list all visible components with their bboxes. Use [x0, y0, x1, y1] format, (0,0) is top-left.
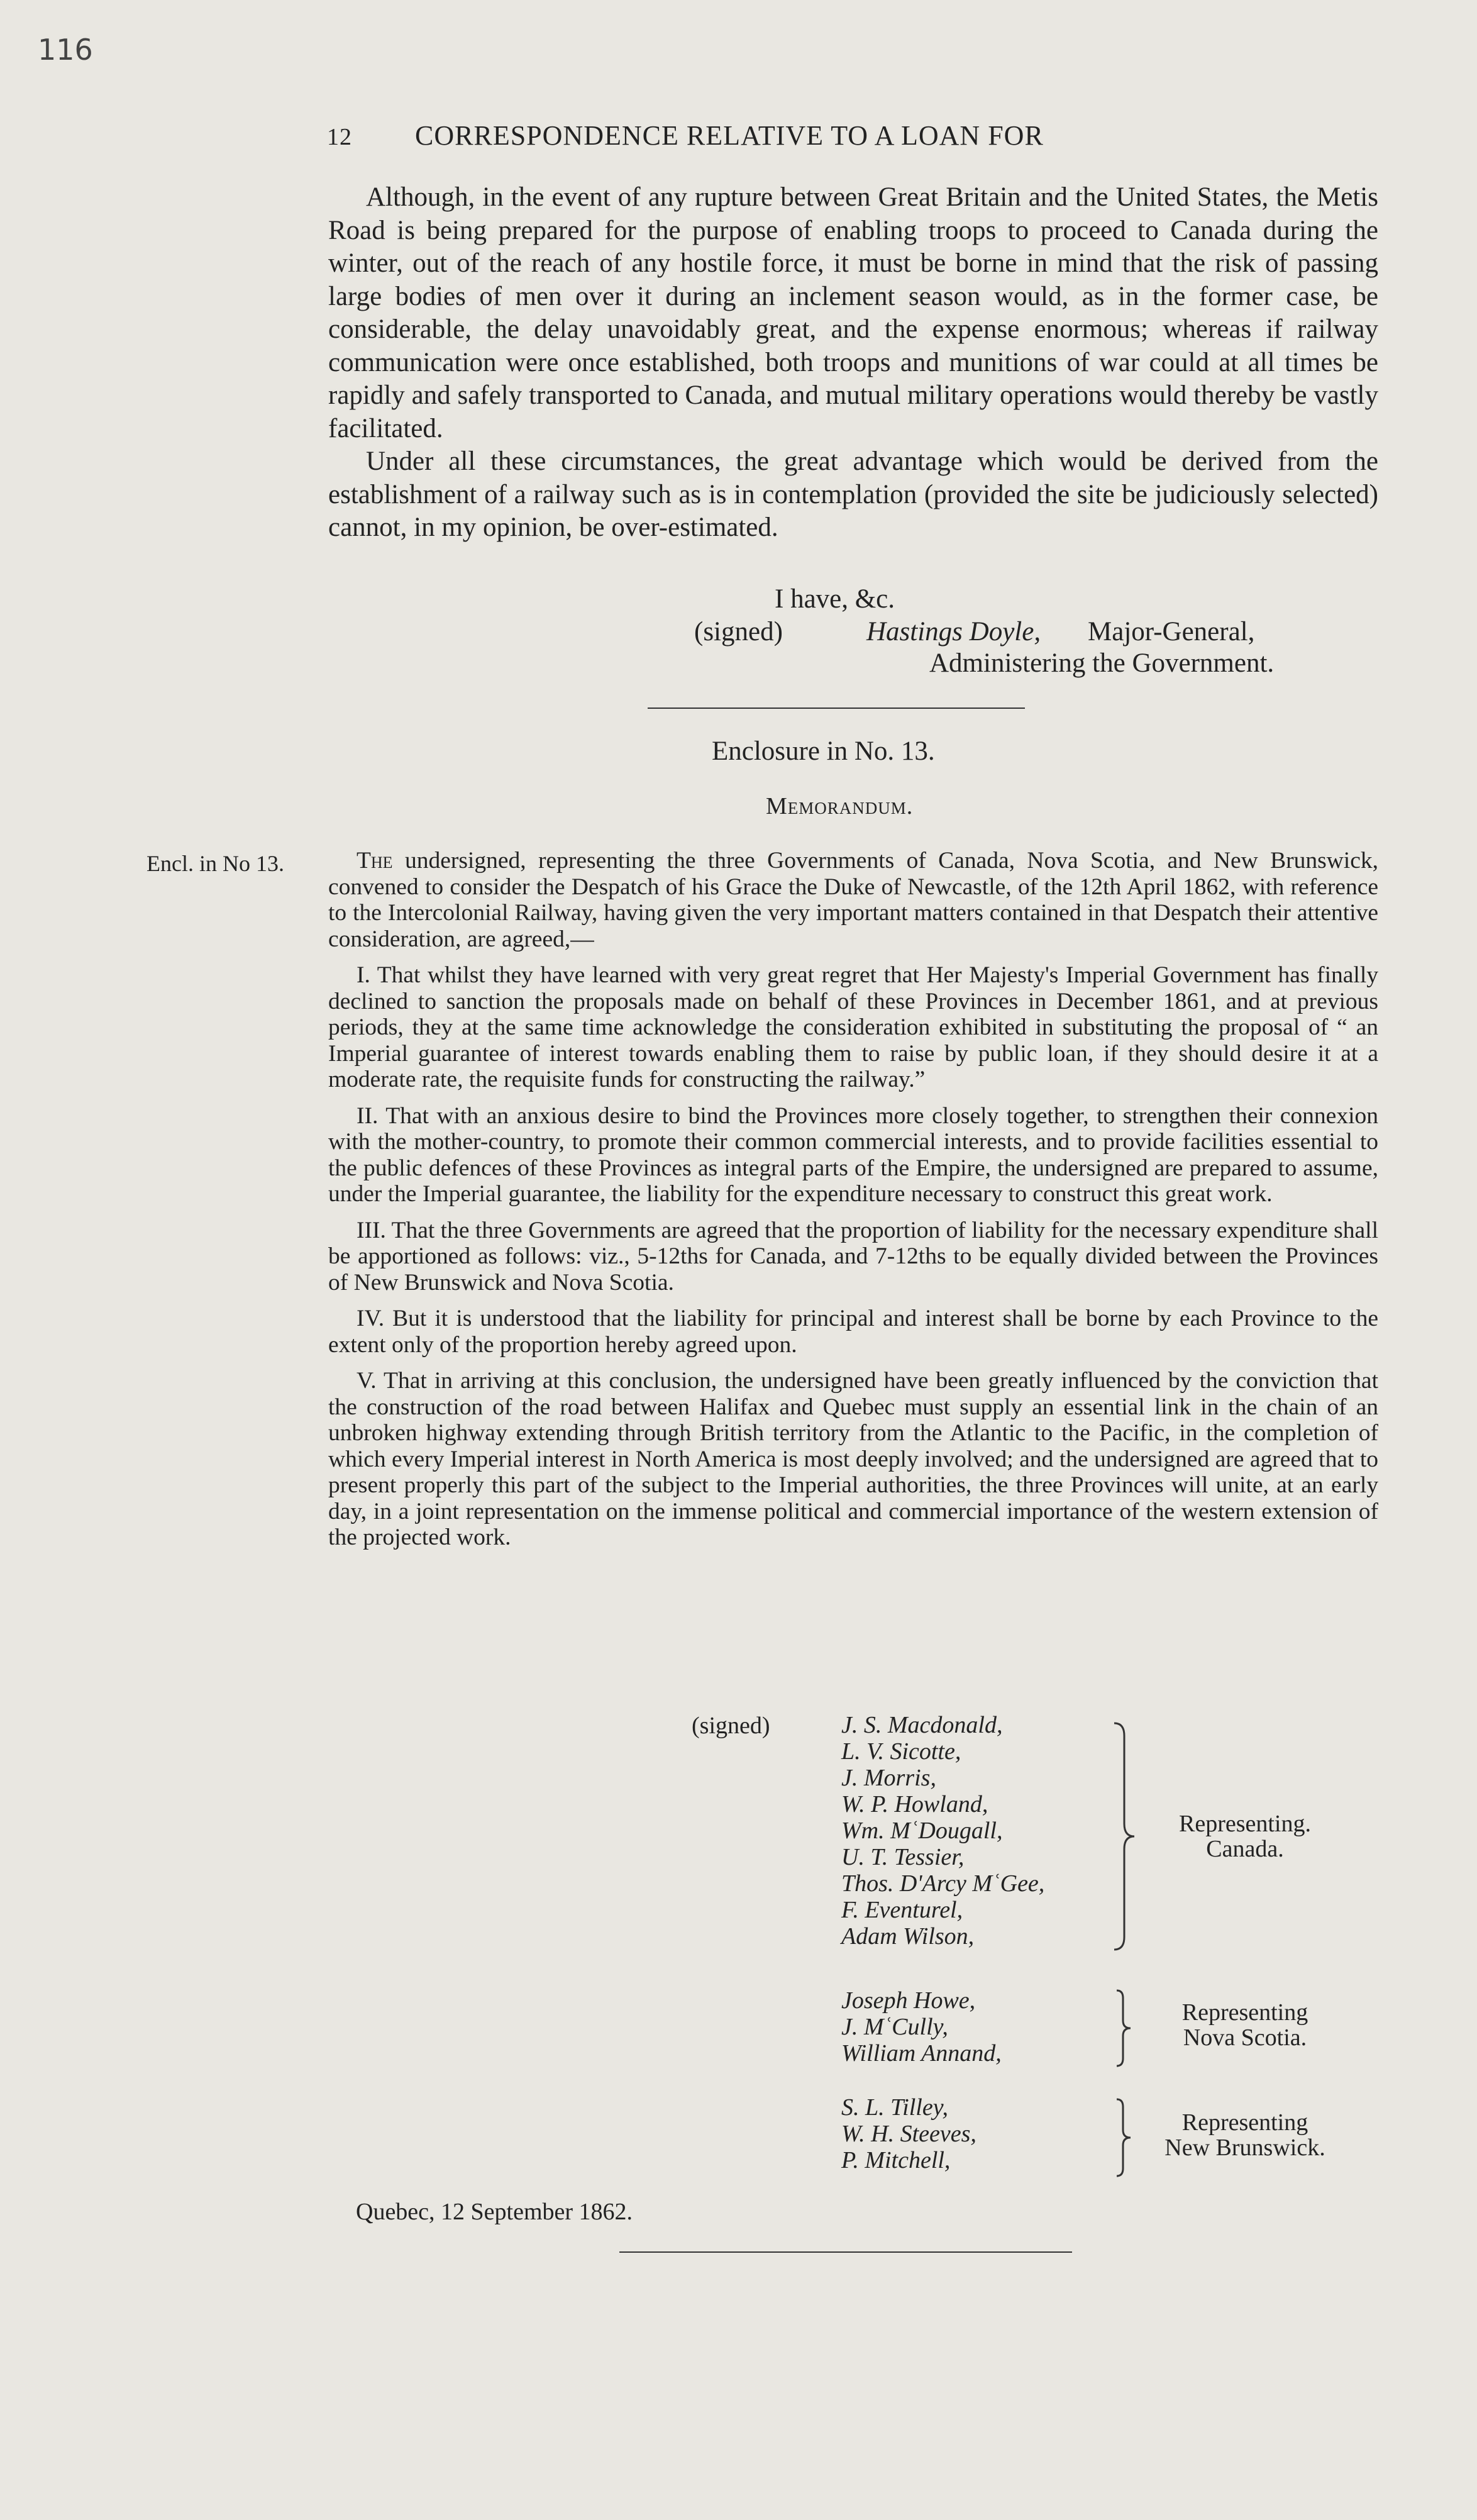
signatory-name: L. V. Sicotte,	[841, 1738, 961, 1765]
end-divider	[619, 2251, 1072, 2253]
letter-signer-name: Hastings Doyle,	[866, 617, 1041, 647]
signatory-name: J. MʿCully,	[841, 2014, 948, 2040]
province-label: New Brunswick.	[1164, 2134, 1325, 2161]
place-date: Quebec, 12 September 1862.	[356, 2199, 633, 2225]
signatory-group-nova-scotia	[841, 1987, 1002, 2067]
signatory-name: Wm. MʿDougall,	[841, 1818, 1003, 1844]
memo-paragraph-intro	[328, 848, 1378, 952]
signatory-name: William Annand,	[841, 2040, 1002, 2067]
section-divider	[648, 708, 1025, 709]
representing-canada	[1163, 1811, 1327, 1862]
memo-paragraph-5: V. That in arriving at this conclusion, the undersigned have been greatly influenced by the conviction that the construction of the road between Halifax and Quebec must supply an essential link in the chain of an unbroken highway extending through British territory from the Atlantic to the Pacific, in the completion of which every Imperial interest in North America is most deeply involved; and the undersigned are agreed that to present properly this part of the subject to the Imperial authorities, the three Provinces will unite, at an early day, in a joint representation on the immense political and commercial importance of the western extension of the projected work.	[328, 1368, 1378, 1550]
representing-label: Representing	[1181, 2109, 1308, 2136]
brace-nova-scotia	[1115, 1990, 1134, 2066]
signatory-name: Thos. D'Arcy MʿGee,	[841, 1870, 1045, 1897]
memorandum-body	[328, 848, 1378, 1561]
page-number: 116	[38, 33, 93, 67]
signatory-name: S. L. Tilley,	[841, 2094, 948, 2121]
signatory-name: Joseph Howe,	[841, 1987, 976, 2014]
signatory-name: U. T. Tessier,	[841, 1844, 965, 1870]
letter-signed-label: (signed)	[694, 617, 783, 647]
running-header	[327, 119, 1377, 152]
signatory-name: Adam Wilson,	[841, 1923, 975, 1950]
signatory-name: J. Morris,	[841, 1765, 936, 1791]
memo-signed-label: (signed)	[692, 1712, 770, 1739]
memo-paragraph-2: II. That with an anxious desire to bind the Provinces more closely together, to strengthen their connexion with the mother-country, to promote their common commercial interests, and to provide facilities essential to the public defences of these Provinces as integral parts of the Empire, the undersigned are prepared to assume, under the Imperial guarantee, the liability for the expenditure necessary to construct this great work.	[328, 1102, 1378, 1207]
signatory-group-canada	[841, 1712, 1044, 1950]
signatory-name: W. P. Howland,	[841, 1791, 988, 1818]
letter-signer-title-2: Administering the Government.	[929, 648, 1275, 678]
letter-paragraph-2: Under all these circumstances, the great advantage which would be derived from the establishment of a railway such as is in contemplation (provided the site be judiciously selected) cannot, in my opinion, be over-estimated.	[328, 447, 1378, 542]
memo-paragraph-4: IV. But it is understood that the liability for principal and interest shall be borne by each Province to the extent only of the proportion hereby agreed upon.	[328, 1306, 1378, 1358]
header-number: 12	[327, 124, 352, 150]
representing-label: Representing	[1181, 1999, 1308, 2026]
representing-label: Representing.	[1178, 1811, 1311, 1837]
province-label: Canada.	[1206, 1836, 1284, 1862]
memo-intro-text: undersigned, representing the three Governments of Canada, Nova Scotia, and New Brunswick, convened to consider the Despatch of his Grace the Duke of Newcastle, of the 12th April 1862, with reference to the Intercolonial Railway, having given the very important matters contained in that Despatch their attentive consideration, are agreed,—	[328, 848, 1378, 952]
margin-note: Encl. in No 13.	[147, 851, 284, 876]
signatory-group-new-brunswick	[841, 2094, 976, 2173]
province-label: Nova Scotia.	[1183, 2024, 1307, 2051]
header-title: CORRESPONDENCE RELATIVE TO A LOAN FOR	[415, 120, 1044, 151]
signatory-name: J. S. Macdonald,	[841, 1712, 1003, 1738]
memorandum-title: Memorandum.	[766, 793, 914, 819]
memo-paragraph-1: I. That whilst they have learned with very great regret that Her Majesty's Imperial Government has finally declined to sanction the proposals made on behalf of these Provinces in December 1861, and at previous periods, they at the same time acknowledge the consideration exhibited in substituting the proposal of “ an Imperial guarantee of interest towards enabling them to raise by public loan, if they should desire it at a moderate rate, the requisite funds for constructing the railway.”	[328, 962, 1378, 1092]
brace-new-brunswick	[1115, 2099, 1134, 2176]
brace-canada	[1113, 1723, 1138, 1950]
signatory-name: P. Mitchell,	[841, 2147, 951, 2173]
signatory-name: F. Eventurel,	[841, 1897, 963, 1923]
enclosure-title: Enclosure in No. 13.	[712, 736, 935, 766]
representing-nova-scotia	[1163, 2000, 1327, 2050]
representing-new-brunswick	[1151, 2110, 1339, 2160]
letter-signer-title: Major-General,	[1088, 617, 1255, 647]
letter-closing: I have, &c.	[775, 584, 895, 614]
memo-paragraph-3: III. That the three Governments are agreed that the proportion of liability for the necessary expenditure shall be apportioned as follows: viz., 5-12ths for Canada, and 7-12ths to be equally divided between the Provinces of New Brunswick and Nova Scotia.	[328, 1217, 1378, 1296]
memo-lead-word: The	[357, 848, 393, 874]
letter-body	[328, 181, 1378, 545]
signatory-name: W. H. Steeves,	[841, 2121, 976, 2147]
letter-paragraph-1: Although, in the event of any rupture between Great Britain and the United States, the Metis Road is being prepared for the purpose of enabling troops to proceed to Canada during the winter, out of the reach of any hostile force, it must be borne in mind that the risk of passing large bodies of men over it during an inclement season would, as in the former case, be considerable, the delay unavoidably great, and the expense enormous; whereas if railway communication were once established, both troops and munitions of war could at all times be rapidly and safely transported to Canada, and mutual military operations would thereby be vastly facilitated.	[328, 182, 1378, 443]
